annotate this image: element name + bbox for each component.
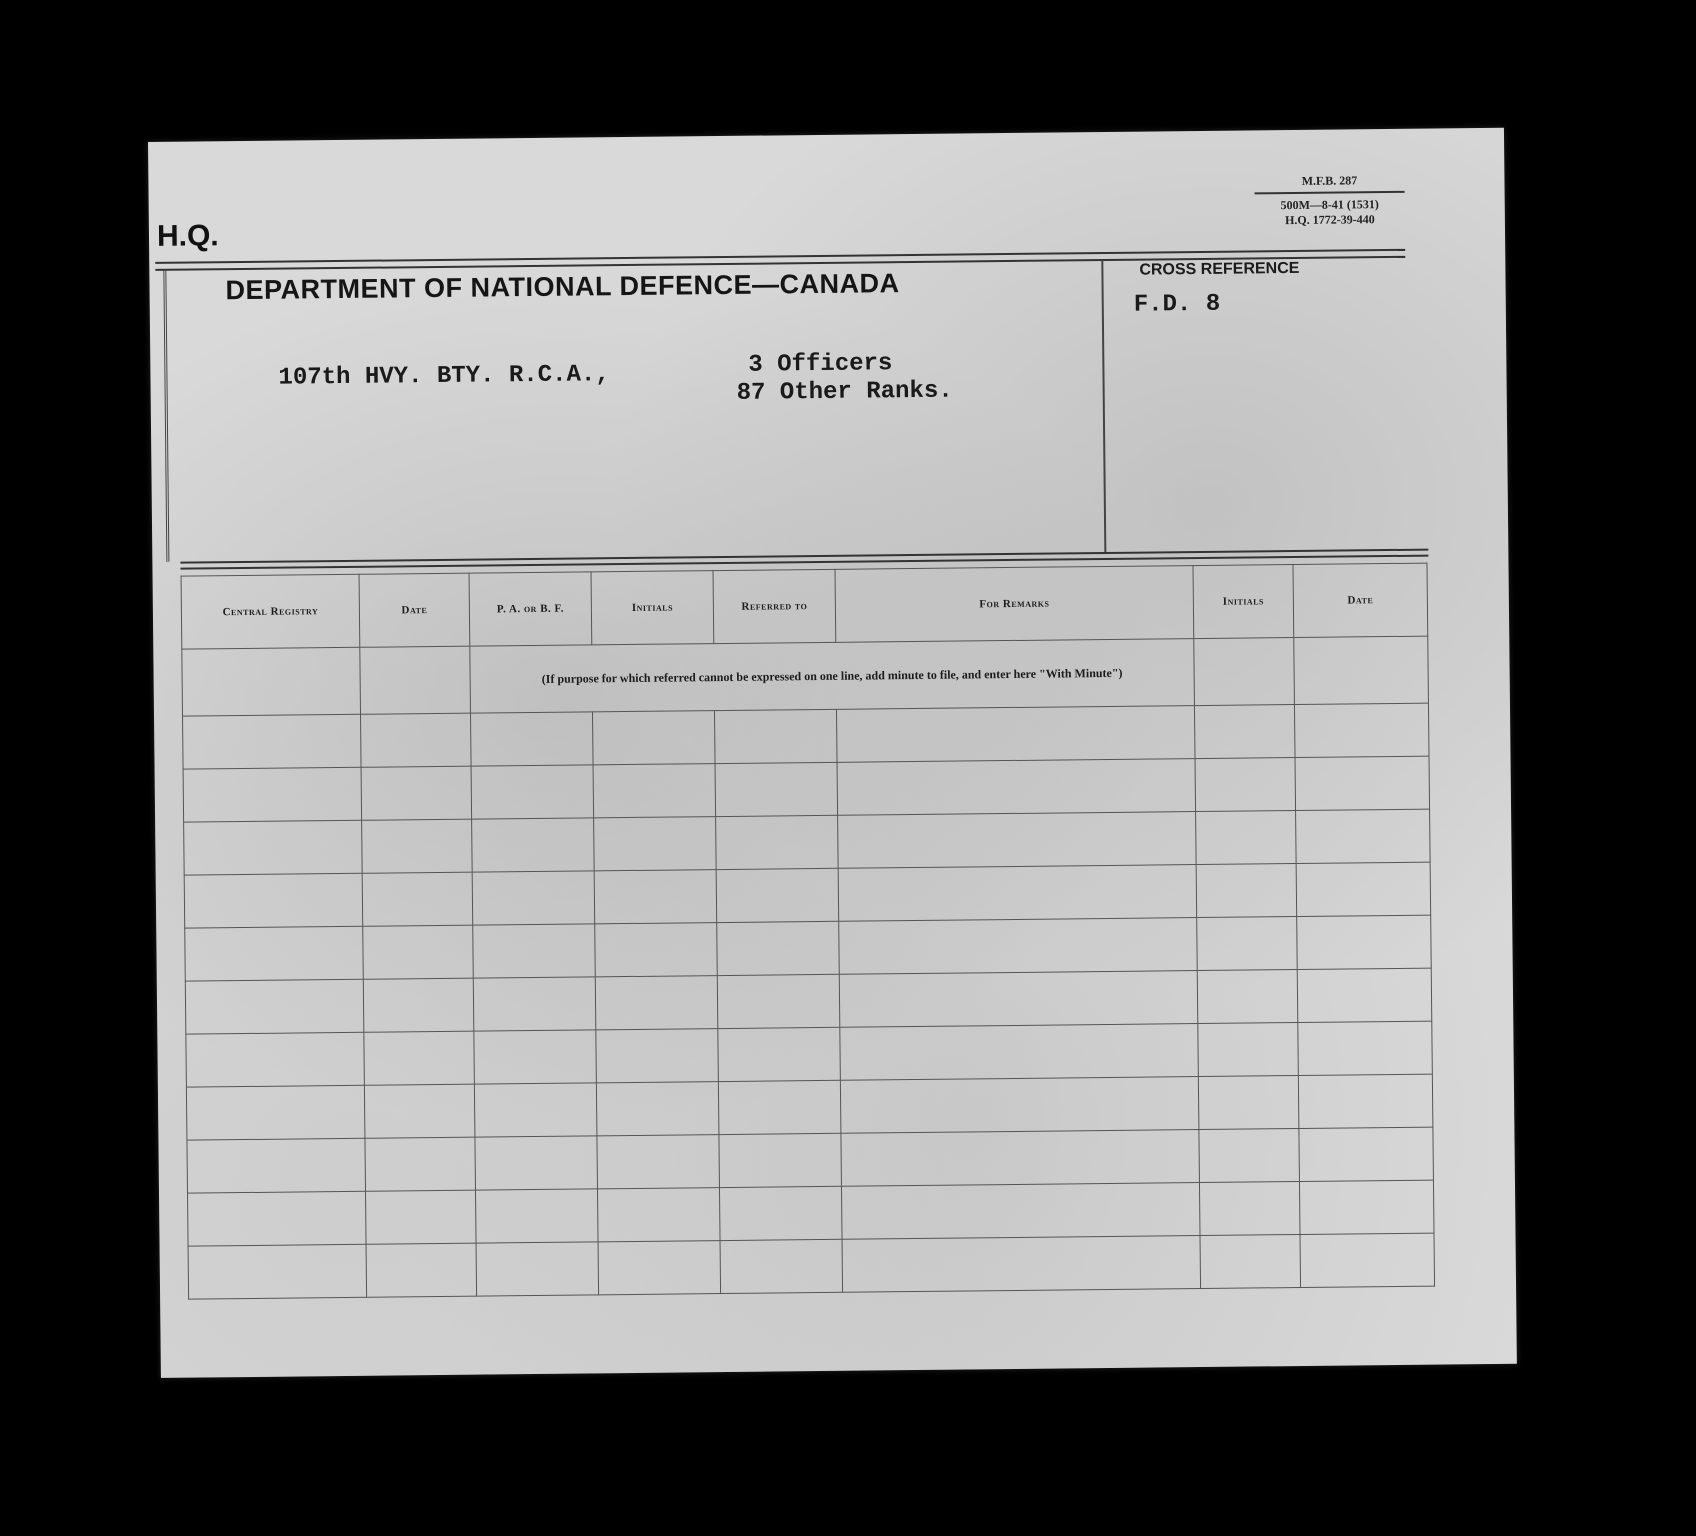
- table-cell: [838, 865, 1197, 922]
- table-cell: [837, 759, 1196, 816]
- table-cell: [598, 1241, 721, 1295]
- col-header-date-2: Date: [1293, 563, 1428, 637]
- table-cell: [361, 766, 472, 820]
- col-header-referred-to: Referred to: [713, 569, 836, 643]
- strength-officers: 3 Officers: [748, 350, 893, 379]
- table-cell: [839, 918, 1198, 975]
- col-header-initials-2: Initials: [1193, 565, 1294, 639]
- table-cell: [720, 1239, 843, 1293]
- table-cell: [1199, 1181, 1300, 1235]
- hq-mark: H.Q.: [156, 219, 219, 253]
- table-cell: [1298, 1021, 1433, 1075]
- table-cell: [360, 646, 471, 714]
- table-cell: [840, 1077, 1199, 1134]
- table-cell: [363, 978, 474, 1032]
- table-cell: [594, 817, 717, 871]
- form-number-line-3: H.Q. 1772-39-440: [1284, 212, 1375, 228]
- table-cell: [841, 1130, 1200, 1187]
- table-cell: [841, 1183, 1200, 1240]
- form-number-line-1: M.F.B. 287: [1254, 173, 1404, 195]
- table-cell: [719, 1133, 842, 1187]
- table-cell: [840, 1024, 1199, 1081]
- strength-other-ranks: 87 Other Ranks.: [736, 377, 953, 407]
- table-cell: [475, 1136, 598, 1190]
- table-cell: [184, 820, 363, 875]
- table-cell: [1197, 917, 1298, 971]
- table-cell: [364, 1084, 475, 1138]
- table-cell: [839, 971, 1198, 1028]
- table-cell: [838, 812, 1197, 869]
- table-cell: [476, 1242, 599, 1296]
- registry-table: [181, 563, 1436, 1300]
- table-cell: [1296, 809, 1431, 863]
- col-header-pa-bf: P. A. or B. F.: [469, 572, 592, 646]
- table-cell: [362, 872, 473, 926]
- table-cell: [363, 925, 474, 979]
- cross-reference-label: CROSS REFERENCE: [1139, 259, 1300, 279]
- table-cell: [366, 1243, 477, 1297]
- table-cell: [185, 979, 364, 1034]
- table-cell: [595, 923, 718, 977]
- table-cell: [187, 1138, 366, 1193]
- table-cell: [1297, 915, 1432, 969]
- table-cell: [842, 1236, 1201, 1293]
- table-cell: [1297, 968, 1432, 1022]
- table-cell: [1196, 864, 1297, 918]
- table-cell: [1199, 1129, 1300, 1183]
- table-cell: [596, 1029, 719, 1083]
- table-cell: [717, 921, 840, 975]
- cross-reference-value: F.D. 8: [1133, 290, 1221, 319]
- table-cell: [1294, 703, 1429, 757]
- table-cell: [365, 1137, 476, 1191]
- unit-strength: [736, 350, 953, 408]
- col-header-for-remarks: For Remarks: [835, 566, 1194, 643]
- table-cell: [361, 713, 472, 767]
- table-cell: [1194, 705, 1295, 759]
- table-cell: [718, 1027, 841, 1081]
- table-cell: [716, 868, 839, 922]
- col-header-initials: Initials: [591, 571, 714, 645]
- table-cell: [365, 1190, 476, 1244]
- table-cell: [719, 1186, 842, 1240]
- table-cell: [596, 1082, 719, 1136]
- table-cell: [597, 1135, 720, 1189]
- table-cell: [188, 1244, 367, 1299]
- table-cell: [184, 873, 363, 928]
- table-cell: [473, 977, 596, 1031]
- table-cell: [595, 976, 718, 1030]
- table-cell: [473, 924, 596, 978]
- table-cell: [362, 819, 473, 873]
- table-cell: [471, 765, 594, 819]
- form-number: [1254, 173, 1405, 229]
- department-title: DEPARTMENT OF NATIONAL DEFENCE—CANADA: [225, 268, 900, 306]
- table-cell: [1299, 1180, 1434, 1234]
- table-cell: [1294, 636, 1429, 704]
- table-cell: [717, 974, 840, 1028]
- table-header-row: [181, 563, 1428, 649]
- table-cell: [1200, 1234, 1301, 1288]
- table-cell: [1198, 1076, 1299, 1130]
- table-cell: [594, 870, 717, 924]
- form-number-line-2: 500M—8-41 (1531): [1280, 197, 1379, 213]
- table-cell: [364, 1031, 475, 1085]
- table-cell: [836, 706, 1195, 763]
- table-cell: [186, 1085, 365, 1140]
- table-cell: [474, 1030, 597, 1084]
- document-sheet: [148, 128, 1517, 1378]
- table-cell: [1295, 756, 1430, 810]
- table-cell: [716, 815, 839, 869]
- col-header-date: Date: [359, 573, 470, 647]
- table-cell: [1198, 1023, 1299, 1077]
- table-cell: [1194, 638, 1295, 706]
- table-cell: [597, 1188, 720, 1242]
- table-cell: [185, 926, 364, 981]
- table-cell: [474, 1083, 597, 1137]
- table-cell: [182, 647, 361, 716]
- instruction-note: (If purpose for which referred cannot be expressed on one line, add minute to file, and enter here "With Minute"): [470, 639, 1195, 714]
- table-cell: [715, 762, 838, 816]
- table-cell: [714, 709, 837, 763]
- table-cell: [470, 712, 593, 766]
- table-cell: [1300, 1233, 1435, 1287]
- table-cell: [1299, 1127, 1434, 1181]
- col-header-central-registry: Central Registry: [181, 574, 360, 649]
- table-cell: [183, 714, 362, 769]
- table-cell: [188, 1191, 367, 1246]
- table-cell: [183, 767, 362, 822]
- unit-name: 107th HVY. BTY. R.C.A.,: [278, 361, 610, 392]
- table-cell: [1196, 811, 1297, 865]
- table-cell: [472, 871, 595, 925]
- table-cell: [472, 818, 595, 872]
- table-cell: [1195, 758, 1296, 812]
- table-cell: [186, 1032, 365, 1087]
- table-cell: [1298, 1074, 1433, 1128]
- table-cell: [593, 764, 716, 818]
- table-cell: [718, 1080, 841, 1134]
- table-cell: [1197, 970, 1298, 1024]
- table-cell: [592, 711, 715, 765]
- table-cell: [475, 1189, 598, 1243]
- table-cell: [1296, 862, 1431, 916]
